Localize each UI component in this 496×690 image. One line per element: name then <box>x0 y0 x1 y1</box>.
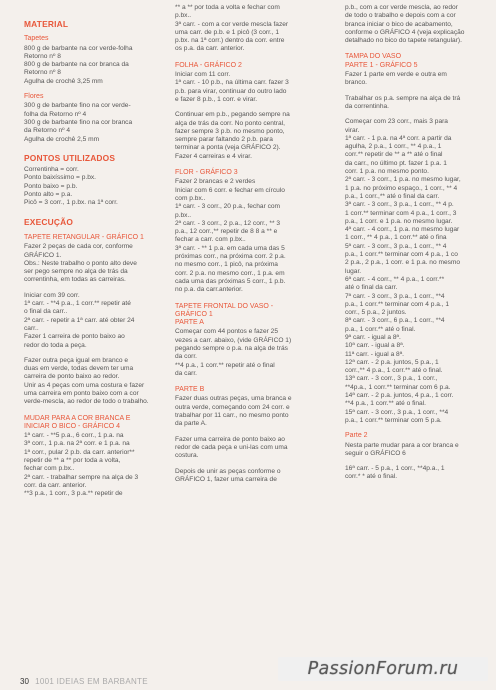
paragraph: 800 g de barbante na cor verde-folha Retorno nº 8 800 g de barbante na cor branca da Retorno nº 8 Agulha de crochê 3,25 mm <box>24 44 133 85</box>
subheading: Parte 2 <box>345 432 368 440</box>
paragraph: Começar com 44 pontos e fazer 25 vezes a carr. abaixo, (vide GRÁFICO 1) pegando sempre o p.a. na alça de trás da corr. **4 p.a., 1 corr.** repetir até o final da carr. <box>175 328 292 377</box>
section-heading: EXECUÇÃO <box>24 216 74 227</box>
paragraph: Trabalhar os p.a. sempre na alça de trá da correntinha. <box>345 94 461 110</box>
subheading: FLOR - GRÁFICO 3 <box>175 169 238 177</box>
page-number: 30 <box>20 677 29 686</box>
paragraph: Fazer duas outras peças, uma branca e outra verde, começando com 24 corr. e trabalhar por 11 carr., no mesmo ponto da parte A. <box>175 395 292 428</box>
paragraph: Iniciar com 39 corr. 1ª carr. - **4 p.a., 1 corr.** repetir até o final da carr.. 2ª carr. - repetir a 1ª carr. até obter 24 carr.. Fazer 1 carreira de ponto baixo ao redor do toda a peça. <box>24 291 135 349</box>
paragraph: 300 g de barbante fino na cor verde- folha da Retorno nº 4 300 g de barbante fino na cor branca da Retorno nº 4 Agulha de crochê 2,5 mm <box>24 102 133 143</box>
watermark <box>278 657 488 681</box>
subheading: TAMPA DO VASO PARTE 1 - GRÁFICO 5 <box>345 53 418 69</box>
subheading: Tapetes <box>24 35 49 43</box>
section-heading: PONTOS UTILIZADOS <box>24 152 116 163</box>
column-1 <box>24 10 170 506</box>
paragraph: Iniciar com 11 corr. 1ª carr. - 10 p.b., na última carr. fazer 3 p.b. para virar, continuar do outro lado e fazer 8 p.b., 1 corr. e virar. <box>175 71 289 103</box>
publication-title: 1001 IDEIAS EM BARBANTE <box>35 677 148 686</box>
subheading: FOLHA - GRÁFICO 2 <box>175 61 242 69</box>
paragraph: 16ª carr. - 5 p.a., 1 corr., **4p.a., 1 corr.* * até o final. <box>345 465 445 481</box>
paragraph: Fazer 1 parte em verde e outra em branco. <box>345 71 447 87</box>
paragraph: ** a ** por toda a volta e fechar com p.bx.. 3ª carr. - com a cor verde mescla fazer uma carr. de p.b. e 1 picô (3 corr., 1 p.bx. na 1ª corr.) dentro da corr. entre os p.a. da carr. anterior. <box>175 4 289 53</box>
subheading: TAPETE RETANGULAR - GRÁFICO 1 <box>24 233 144 241</box>
paragraph: Fazer outra peça igual em branco e duas em verde, todas devem ter uma carreira de ponto baixo ao redor. Unir as 4 peças com uma costura e fazer uma carreira em ponto baixo com a cor verde-mescla, ao redor de todo o trabalho. <box>24 356 149 406</box>
paragraph: Nesta parte mudar para a cor branca e seguir o GRÁFICO 6 <box>345 441 459 457</box>
paragraph: Fazer 2 brancas e 2 verdes Iniciar com 6 corr. e fechar em círculo com p.bx.. 1ª carr. - 3 corr., 20 p.a., fechar com p.bx.. 2ª carr. - 3 corr., 2 p.a., 12 corr., ** 3 p.a., 12 corr.,** repetir de 8 8 a ** e fechar a carr. com p.bx.. 3ª carr. - ** 1 p.a. em cada uma das 5 próximas corr., na próxima corr. 2 p.a. no mesmo corr., 1 picô, na próxima corr. 2 p.a. no mesmo corr., 1 p.a. em cada uma das próximas 5 corr., 1 p.b. no p.a. da carr.anterior. <box>175 178 286 294</box>
subheading: PARTE B <box>175 386 205 394</box>
paragraph: Fazer uma carreira de ponto baixo ao redor de cada peça e uni-las com uma costura. <box>175 435 288 460</box>
watermark-text: PassionForum.ru <box>307 659 459 679</box>
subheading: MUDAR PARA A COR BRANCA E INICIAR O BICO - GRÁFICO 4 <box>24 414 131 430</box>
paragraph: Depois de unir as peças conforme o GRÁFICO 1, fazer uma carreira de <box>175 467 281 483</box>
paragraph: Começar com 23 corr., mais 3 para virar. 1ª carr. - 1 p.a. na 4ª corr. a partir da agulha, 2 p.a., 1 corr., ** 4 p.a., 1 corr.** repetir de ** a ** até o final da carr., no último pt. fazer 1 p.a. 1 corr. 1 p.a. no mesmo ponto. 2ª carr. - 3 corr., 1 p.a. no mesmo lugar, 1 p.a. no próximo espaço., 1 corr., ** 4 p.a., 1 corr.,** até o final da carr. 3ª carr. - 3 corr., 3 p.a., 1 corr., ** 4 p. 1 corr.** terminar com 4 p.a., 1 corr., 3 p.a., 1 corr. e 1 p.a. no mesmo lugar. 4ª carr. - 4 corr., 1 p.a. no mesmo lugar 1 corr., ** 4 p.a., 1 corr.** até o fina 5ª carr. - 3 corr., 3 p.a., 1 corr., ** 4 p.a., 1 corr.** terminar com 4 p.a., 1 co 2 p.a., 2 p.a., 1 corr. e 1 p.a. no mesmo lugar. 6ª carr. - 4 corr., ** 4 p.a., 1 corr.** até o final da carr. 7ª carr. - 3 corr., 3 p.a., 1 corr., **4 p.a., 1 corr.** terminar com 4 p.a., 1 corr., 5 p.a., 2 juntos. 8ª carr. - 3 corr., 6 p.a., 1 corr., **4 p.a., 1 corr.** até o final. 9ª carr. - igual a 8ª. 10ª carr. - igual a 8ª. 11ª carr. - igual a 8ª. 12ª carr. - 2 p.a. juntos, 5 p.a., 1 corr.,** 4 p.a., 1 corr.** até o final. 13ª carr. - 3 corr., 3 p.a., 1 corr., **4p.a., 1 corr.** terminar com 6 p.a. 14ª carr. - 2 p.a. juntos, 4 p.a., 1 corr. **4 p.a., 1 corr.** até o final. 15ª carr. - 3 corr., 3 p.a., 1 corr., **4 p.a., 1 corr.** terminar com 5 p.a. <box>345 118 461 424</box>
subheading: Flores <box>24 93 44 101</box>
paragraph: Fazer 2 peças de cada cor, conforme GRÁFICO 1. Obs.: Neste trabalho o ponto alto deve ser pego sempre no alça de trás da correntinha, em todas as carreiras. <box>24 243 137 284</box>
column-2 <box>175 4 337 491</box>
subheading: TAPETE FRONTAL DO VASO - GRÁFICO 1 PARTE A <box>175 302 274 327</box>
column-3 <box>345 4 496 489</box>
paragraph: Correntinha = corr. Ponto baixíssimo = p.bx. Ponto baixo = p.b. Ponto alto = p.a. Picô = 3 corr., 1 p.bx. na 1ª corr. <box>24 166 118 207</box>
section-heading: MATERIAL <box>24 19 69 29</box>
page-footer <box>20 677 148 686</box>
paragraph: Continuar em p.b., pegando sempre na alça de trás da corr. No ponto central, fazer sempre 3 p.b. no mesmo ponto, sempre parar faltando 2 p.b. para terminar a ponta (veja GRÁFICO 2). Fazer 4 carreiras e 4 virar. <box>175 111 290 160</box>
paragraph: 1ª carr. - **5 p.a., 6 corr., 1 p.a. na 3ª corr., 1 p.a. na 2ª corr. e 1 p.a. na 1ª corr., pular 2 p.b. da carr. anterior** repetir de ** a ** por toda a volta, fechar com p.bx.. 2ª carr. - trabalhar sempre na alça de 3 corr. da carr. anterior. **3 p.a., 1 corr., 3 p.a.** repetir de <box>24 432 139 498</box>
paragraph: p.b., com a cor verde mescla, ao redor de todo o trabalho e depois com a cor branca iniciar o bico de acabamento, conforme o GRÁFICO 4 (veja explicação detalhado no bico do tapete retangular). <box>345 4 465 45</box>
